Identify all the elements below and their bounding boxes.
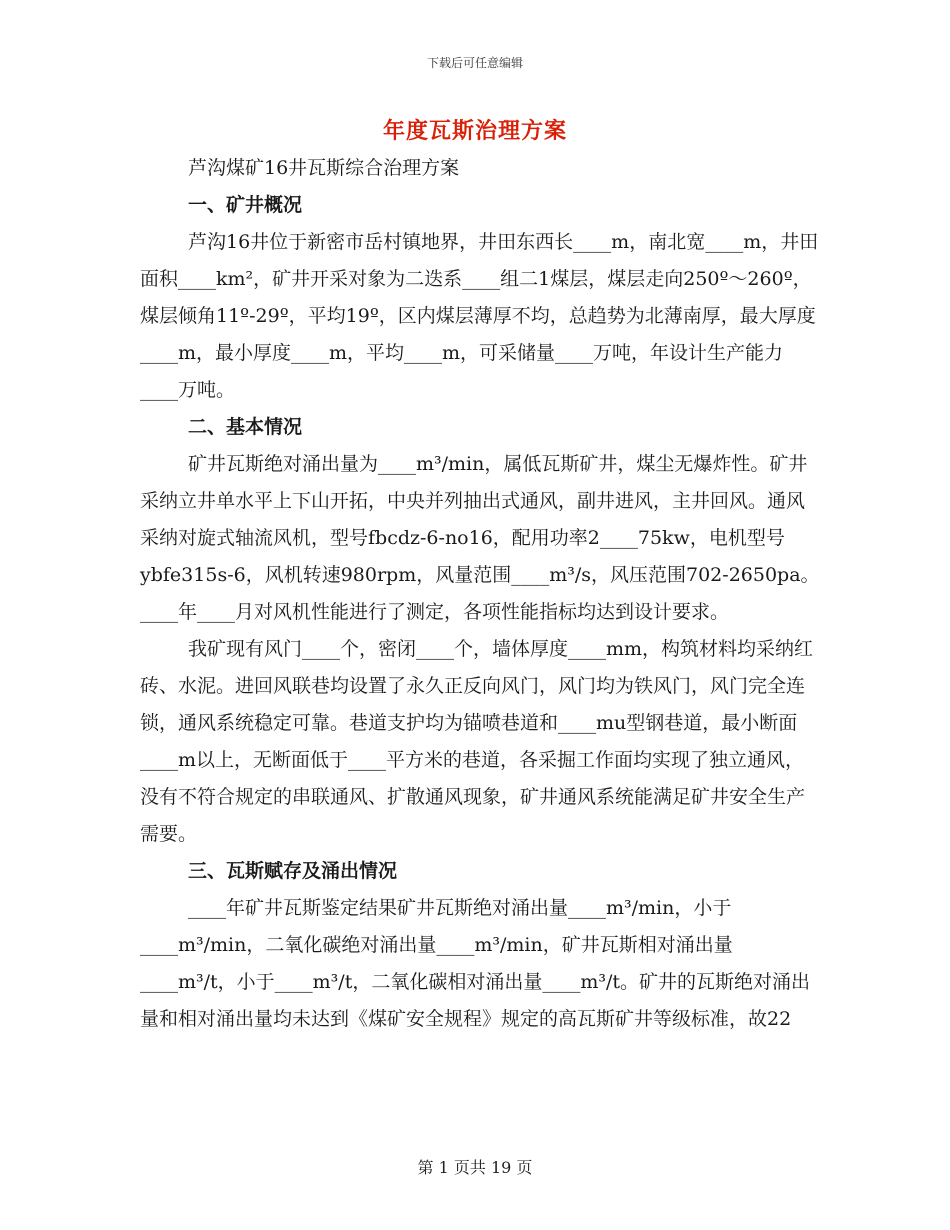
section-paragraph: ____年矿井瓦斯鉴定结果矿井瓦斯绝对涌出量____m³/min，小于____m³/min，二氧化碳绝对涌出量____m³/min，矿井瓦斯相对涌出量____m³/t，小于____m³/t，二氧化碳相对涌出量____m³/t。矿井的瓦斯绝对涌出量和相对涌出量均未达到《煤矿安全规程》规定的高瓦斯矿井等级标准，故22	[140, 897, 811, 1030]
section-paragraph: 我矿现有风门____个，密闭____个，墙体厚度____mm，构筑材料均采纳红砖、水泥。进回风联巷均设置了永久正反向风门，风门均为铁风门，风门完全连锁，通风系统稳定可靠。巷道支护均为锚喷巷道和____mu型钢巷道，最小断面____m以上，无断面低于____平方米的巷道，各采掘工作面均实现了独立通风，没有不符合规定的串联通风、扩散通风现象，矿井通风系统能满足矿井安全生产需要。	[140, 638, 814, 845]
section-heading-overview: 一、矿井概况	[188, 194, 303, 216]
document-subtitle: 芦沟煤矿16井瓦斯综合治理方案	[188, 157, 460, 179]
document-title: 年度瓦斯治理方案	[382, 118, 567, 144]
page-header: 下载后可任意编辑	[426, 56, 523, 70]
section-paragraph: 矿井瓦斯绝对涌出量为____m³/min，属低瓦斯矿井，煤尘无爆炸性。矿井采纳立井单水平上下山开拓，中央并列抽出式通风，副井进风，主井回风。通风采纳对旋式轴流风机，型号fbcdz-6-no16，配用功率2____75kw，电机型号ybfe315s-6，风机转速980rpm，风量范围____m³/s，风压范围702-2650pa。____年____月对风机性能进行了测定，各项性能指标均达到设计要求。	[140, 453, 820, 623]
page-footer: 第 1 页共 19 页	[417, 1158, 533, 1177]
section-heading-gas: 三、瓦斯赋存及涌出情况	[188, 860, 398, 882]
document-body	[140, 150, 820, 1038]
section-paragraph: 芦沟16井位于新密市岳村镇地界，井田东西长____m，南北宽____m，井田面积____km²，矿井开采对象为二迭系____组二1煤层，煤层走向250º～260º，煤层倾角11º-29º，平均19º，区内煤层薄厚不均，总趋势为北薄南厚，最大厚度____m，最小厚度____m，平均____m，可采储量____万吨，年设计生产能力____万吨。	[140, 231, 819, 401]
section-heading-basic: 二、基本情况	[188, 416, 303, 438]
